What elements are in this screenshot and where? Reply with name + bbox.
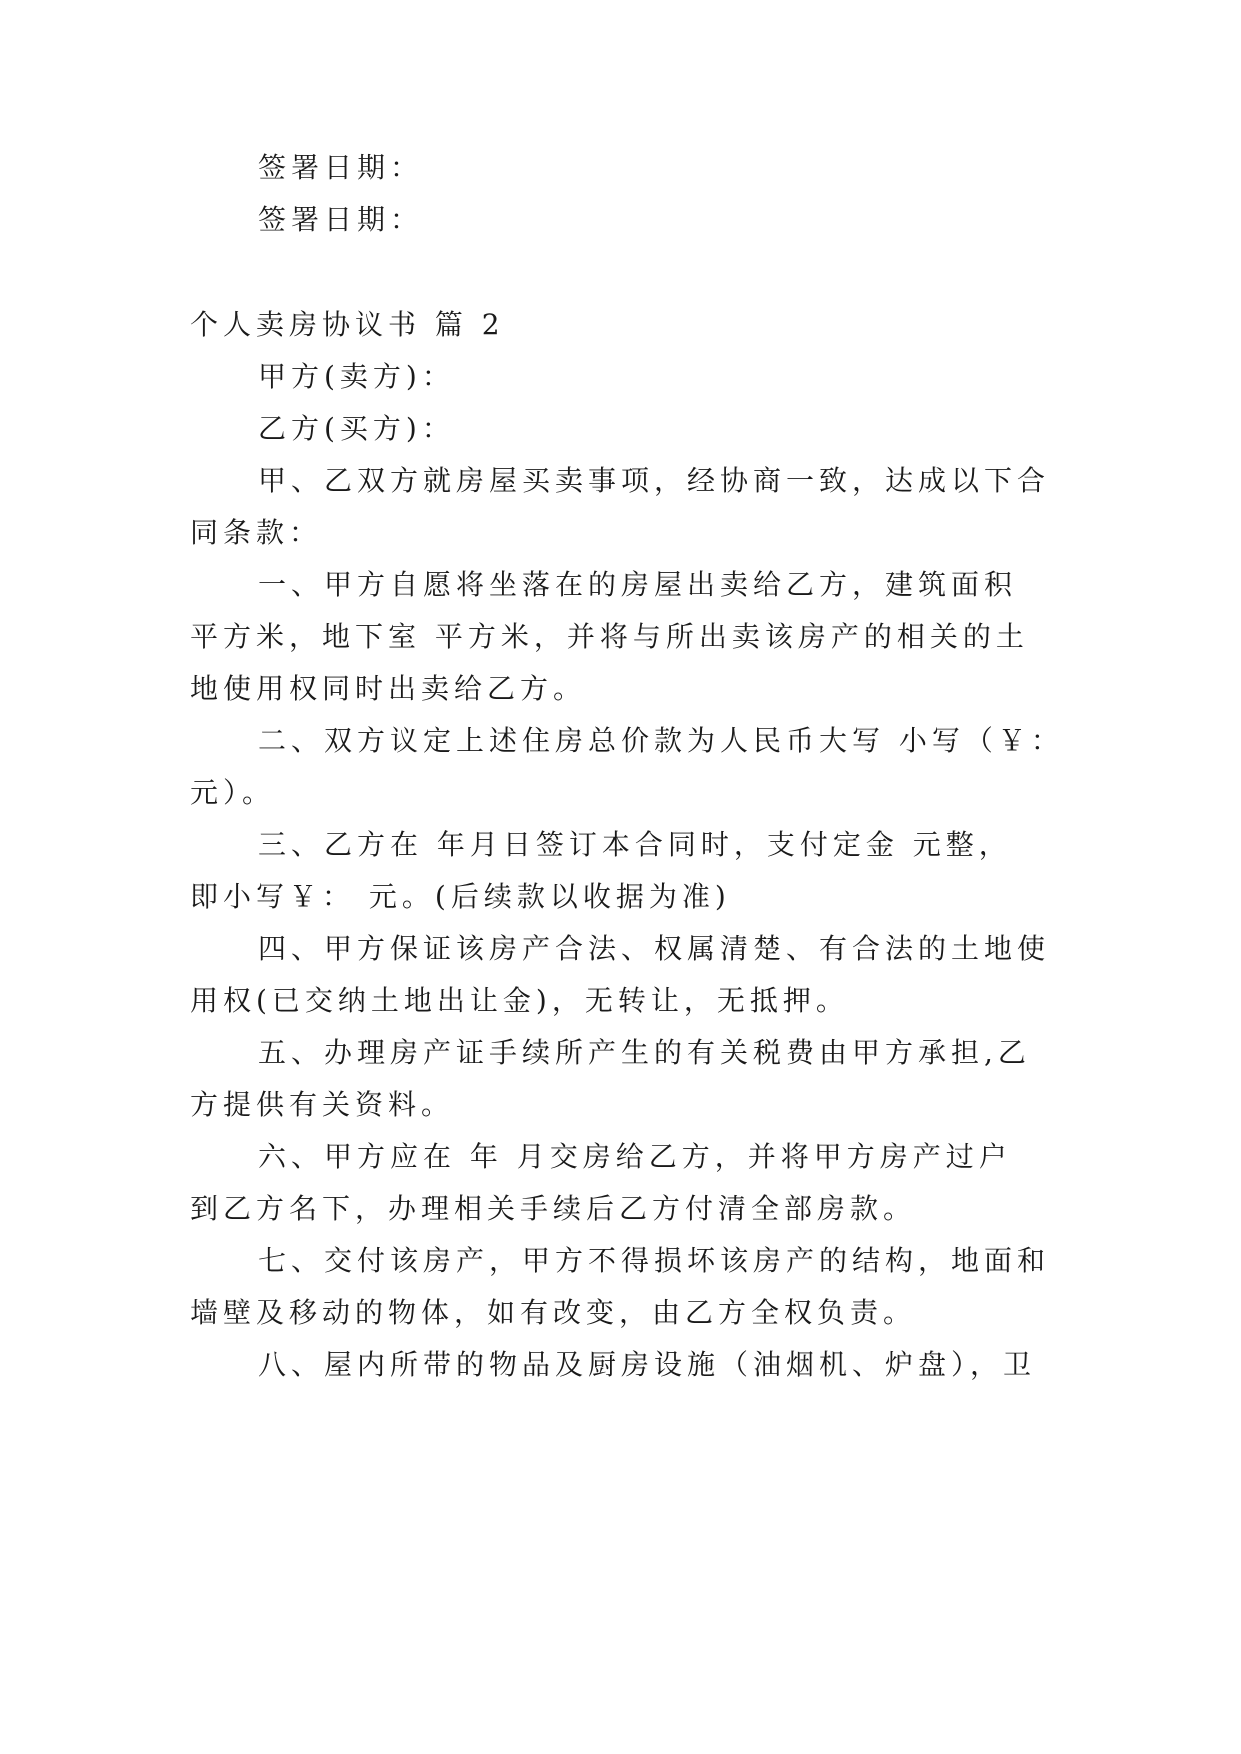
signature-date-line: 签署日期： — [258, 151, 424, 184]
clause-line: 元）。 — [190, 776, 276, 809]
party-a-line: 甲方(卖方)： — [258, 360, 455, 393]
paragraph-line: 甲、乙双方就房屋买卖事项，经协商一致，达成以下合 — [258, 464, 1051, 497]
party-b-line: 乙方(买方)： — [258, 412, 455, 445]
clause-line: 一、甲方自愿将坐落在的房屋出卖给乙方，建筑面积 — [258, 568, 1018, 601]
clause-line: 三、乙方在 年月日签订本合同时，支付定金 元整， — [258, 828, 1012, 861]
clause-line: 到乙方名下，办理相关手续后乙方付清全部房款。 — [190, 1192, 917, 1225]
clause-line: 五、办理房产证手续所产生的有关税费由甲方承担,乙 — [258, 1036, 1031, 1069]
clause-line: 二、双方议定上述住房总价款为人民币大写 小写（￥： — [258, 724, 1064, 757]
clause-line: 六、甲方应在 年 月交房给乙方，并将甲方房产过户 — [258, 1140, 1012, 1173]
clause-line: 平方米，地下室 平方米，并将与所出卖该房产的相关的土 — [190, 620, 1029, 653]
clause-line: 即小写￥： 元。(后续款以收据为准) — [190, 880, 731, 913]
clause-line: 墙壁及移动的物体，如有改变，由乙方全权负责。 — [190, 1296, 917, 1329]
paragraph-line: 同条款： — [190, 516, 323, 549]
clause-line: 七、交付该房产，甲方不得损坏该房产的结构，地面和 — [258, 1244, 1051, 1277]
clause-line: 四、甲方保证该房产合法、权属清楚、有合法的土地使 — [258, 932, 1051, 965]
clause-line: 八、屋内所带的物品及厨房设施（油烟机、炉盘），卫 — [258, 1348, 1037, 1381]
clause-line: 用权(已交纳土地出让金)，无转让，无抵押。 — [190, 984, 849, 1017]
section-title: 个人卖房协议书 篇 2 — [190, 308, 505, 341]
clause-line: 方提供有关资料。 — [190, 1088, 455, 1121]
clause-line: 地使用权同时出卖给乙方。 — [190, 672, 587, 705]
signature-date-line: 签署日期： — [258, 203, 424, 236]
